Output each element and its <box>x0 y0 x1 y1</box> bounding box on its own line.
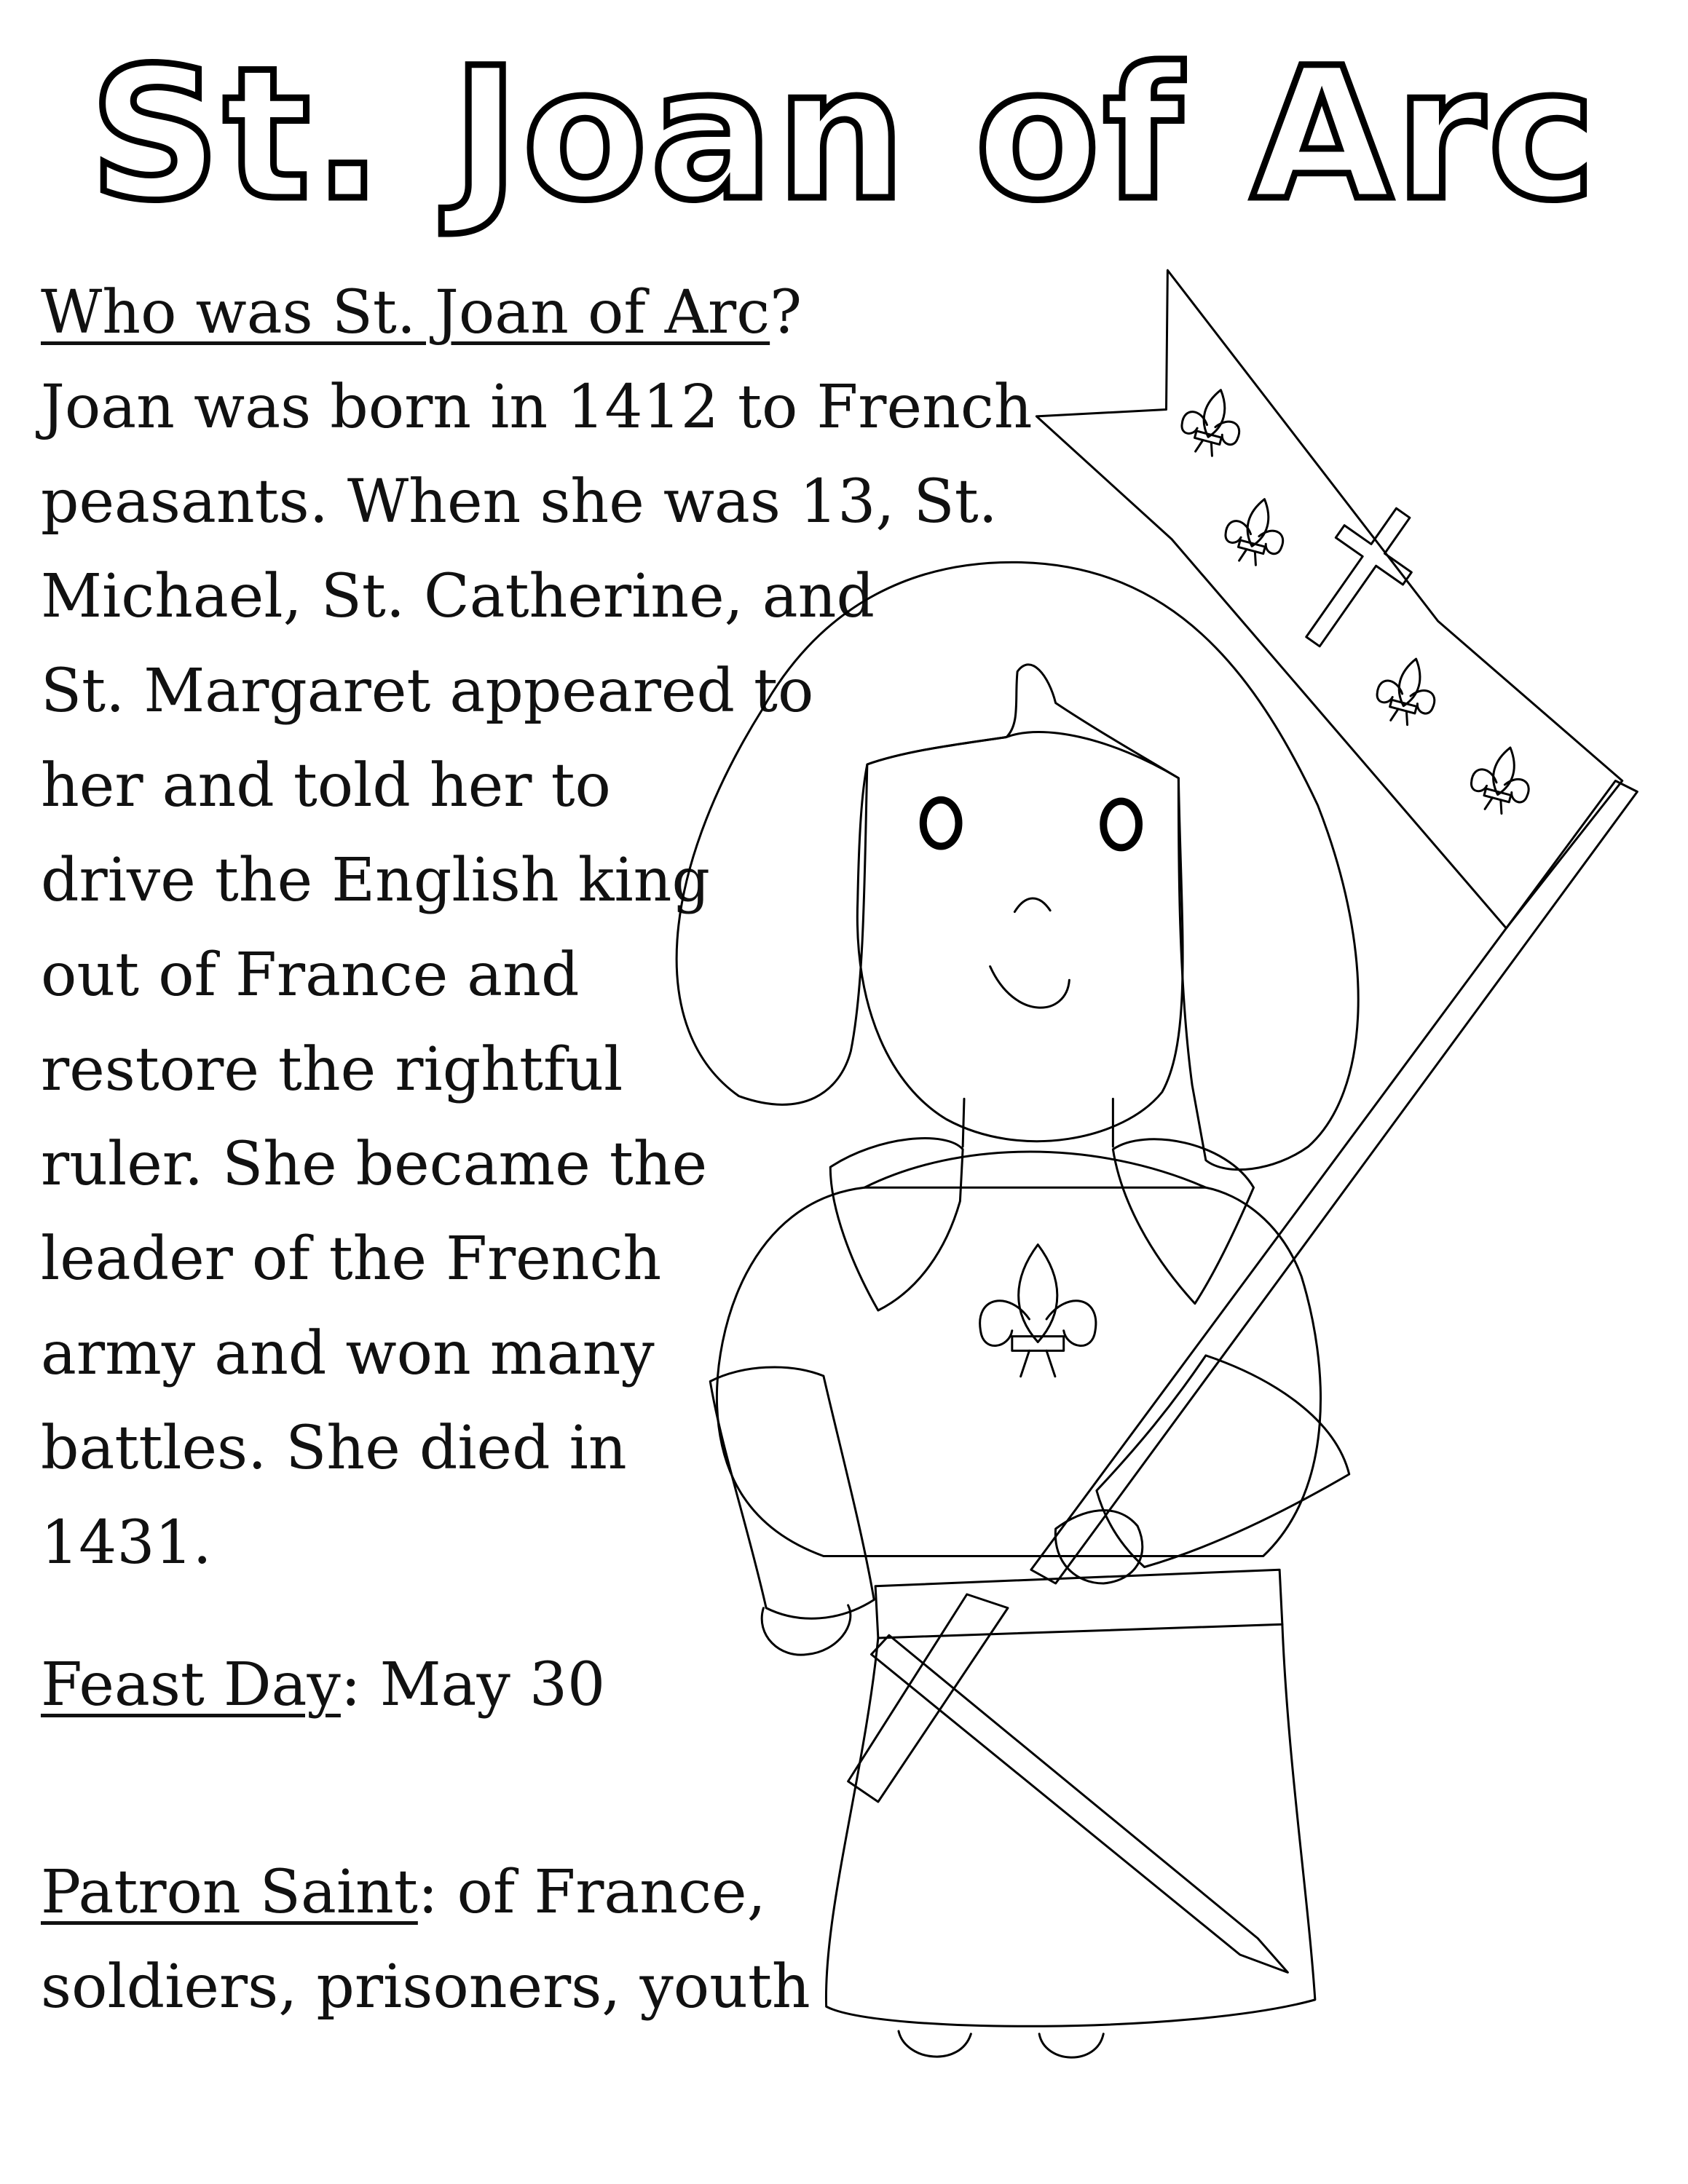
bio-line: drive the English king <box>41 846 710 915</box>
patron-saint-label: Patron Saint <box>41 1858 418 1927</box>
fleur-de-lis-icon <box>1176 382 1249 461</box>
bio-line: out of France and <box>41 941 580 1010</box>
left-eye-icon <box>923 800 959 847</box>
fleur-de-lis-icon <box>1465 740 1538 819</box>
patron-saint-value: of France, <box>438 1858 766 1927</box>
bio-line: peasants. When she was 13, St. <box>41 467 998 537</box>
feast-day-sep: : <box>340 1650 361 1720</box>
patron-saint-sep: : <box>417 1858 438 1927</box>
sword-blade <box>872 1635 1288 1972</box>
right-arm <box>1097 1356 1349 1567</box>
page-title: St. Joan of Arc <box>89 28 1599 240</box>
bio-line: leader of the French <box>41 1224 662 1294</box>
right-hand <box>1055 1511 1142 1583</box>
bio-heading: Who was St. Joan of Arc <box>41 278 770 347</box>
bio-heading-punct: ? <box>770 278 802 347</box>
bio-line: restore the rightful <box>41 1035 623 1104</box>
hair <box>677 562 1358 1169</box>
left-pauldron <box>830 1139 963 1310</box>
bio-line: ruler. She became the <box>41 1130 708 1199</box>
feast-day-value: May 30 <box>360 1650 606 1720</box>
bio-line: her and told her to <box>41 751 611 820</box>
fleur-de-lis-icon <box>1371 652 1444 730</box>
face <box>857 732 1183 1141</box>
patron-saint-value-line2: soldiers, prisoners, youth <box>41 1952 811 2022</box>
left-arm <box>710 1367 874 1618</box>
belt <box>875 1570 1282 1638</box>
bio-line: Joan was born in 1412 to French <box>41 373 1033 442</box>
smile <box>990 967 1070 1008</box>
fleur-de-lis-icon <box>1220 491 1293 570</box>
chest-line <box>864 1152 1206 1187</box>
bio-line: Michael, St. Catherine, and <box>41 562 875 631</box>
feast-day-label: Feast Day <box>41 1650 341 1720</box>
chest-fleur-de-lis-icon <box>980 1245 1096 1377</box>
right-eye-icon <box>1103 802 1139 848</box>
neck <box>963 1099 1113 1147</box>
skirt <box>826 1624 1314 2026</box>
sword-crossguard <box>848 1594 1008 1802</box>
bio-line: army and won many <box>41 1319 655 1388</box>
bio-line: battles. She died in <box>41 1414 627 1483</box>
sword <box>848 1594 1288 1972</box>
feet <box>899 2031 1103 2057</box>
bio-line: 1431. <box>41 1508 212 1578</box>
nose <box>1014 898 1050 912</box>
bio-line: St. Margaret appeared to <box>41 657 814 726</box>
banner-flag <box>1031 270 1638 1583</box>
